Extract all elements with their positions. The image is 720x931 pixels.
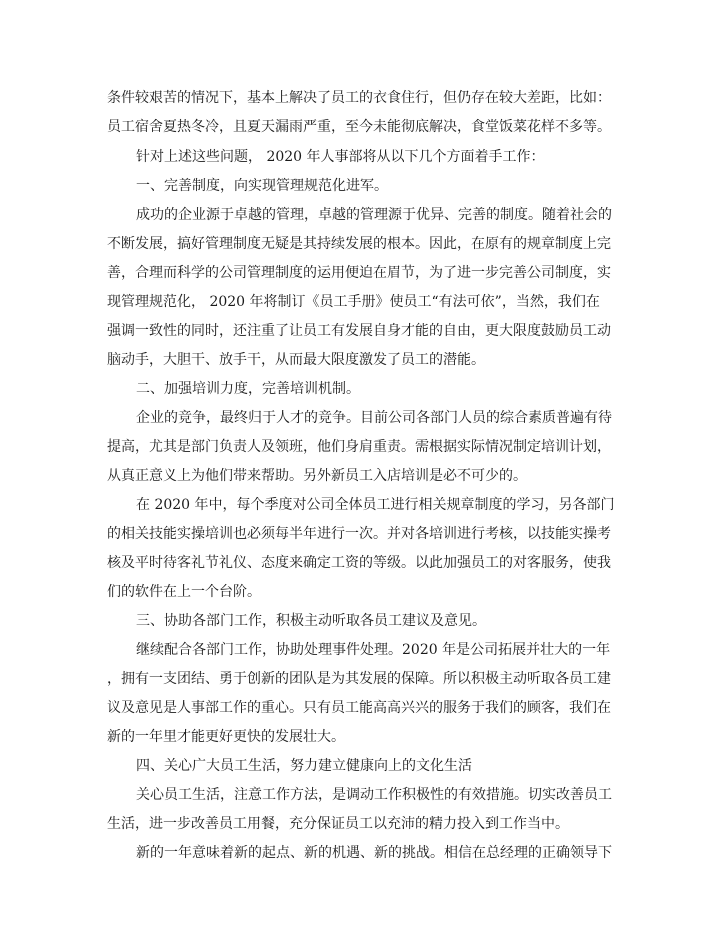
text-line: 议及意见是人事部工作的重心。只有员工能高高兴兴的服务于我们的顾客，我们在 bbox=[107, 700, 611, 716]
text-line: 在 2020 年中，每个季度对公司全体员工进行相关规章制度的学习，另各部门 bbox=[136, 497, 615, 513]
text-line: 不断发展，搞好管理制度无疑是其持续发展的根本。因此，在原有的规章制度上完 bbox=[107, 236, 611, 252]
text-line: 核及平时待客礼节礼仪、态度来确定工资的等级。以此加强员工的对客服务，使我 bbox=[107, 555, 611, 571]
text-line: 们的软件在上一个台阶。 bbox=[107, 584, 261, 600]
text-line: 现管理规范化， 2020 年将制订《员工手册》使员工“有法可依”，当然，我们在 bbox=[107, 294, 600, 310]
section-heading: 一、完善制度，向实现管理规范化进军。 bbox=[136, 178, 388, 194]
text-line: 条件较艰苦的情况下，基本上解决了员工的衣食住行，但仍存在较大差距，比如： bbox=[107, 90, 611, 106]
text-line: 善，合理而科学的公司管理制度的运用便迫在眉节，为了进一步完善公司制度，实 bbox=[107, 265, 611, 281]
text-line: 员工宿舍夏热冬冷，且夏天漏雨严重，至今未能彻底解决，食堂饭菜花样不多等。 bbox=[107, 119, 611, 135]
text-line: 新的一年里才能更好更快的发展壮大。 bbox=[107, 729, 345, 745]
section-heading: 三、协助各部门工作，积极主动听取各员工建议及意见。 bbox=[136, 613, 486, 629]
section-heading: 二、加强培训力度，完善培训机制。 bbox=[136, 381, 360, 397]
text-line: 企业的竞争，最终归于人才的竞争。目前公司各部门人员的综合素质普遍有待 bbox=[136, 410, 612, 426]
text-line: 关心员工生活，注意工作方法，是调动工作积极性的有效措施。切实改善员工 bbox=[136, 787, 612, 803]
section-heading: 四、关心广大员工生活，努力建立健康向上的文化生活 bbox=[136, 758, 472, 774]
text-line: 的相关技能实操培训也必须每半年进行一次。并对各培训进行考核，以技能实操考 bbox=[107, 526, 611, 542]
text-line: 成功的企业源于卓越的管理，卓越的管理源于优异、完善的制度。随着社会的 bbox=[136, 207, 612, 223]
text-line: 继续配合各部门工作，协助处理事件处理。2020 年是公司拓展并壮大的一年 bbox=[136, 642, 611, 658]
text-line: 强调一致性的同时，还注重了让员工有发展自身才能的自由，更大限度鼓励员工动 bbox=[107, 323, 611, 339]
text-line: ，拥有一支团结、勇于创新的团队是为其发展的保障。所以积极主动听取各员工建 bbox=[107, 671, 611, 687]
text-line: 脑动手，大胆干、放手干，从而最大限度激发了员工的潜能。 bbox=[107, 352, 485, 368]
text-line: 新的一年意味着新的起点、新的机遇、新的挑战。相信在总经理的正确领导下 bbox=[136, 845, 612, 861]
text-line: 生活，进一步改善员工用餐，充分保证员工以充沛的精力投入到工作当中。 bbox=[107, 816, 569, 832]
text-line: 提高，尤其是部门负责人及领班，他们身肩重责。需根据实际情况制定培训计划， bbox=[107, 439, 611, 455]
text-line: 从真正意义上为他们带来帮助。另外新员工入店培训是必不可少的。 bbox=[107, 468, 527, 484]
text-line: 针对上述这些问题， 2020 年人事部将从以下几个方面着手工作： bbox=[136, 149, 545, 165]
